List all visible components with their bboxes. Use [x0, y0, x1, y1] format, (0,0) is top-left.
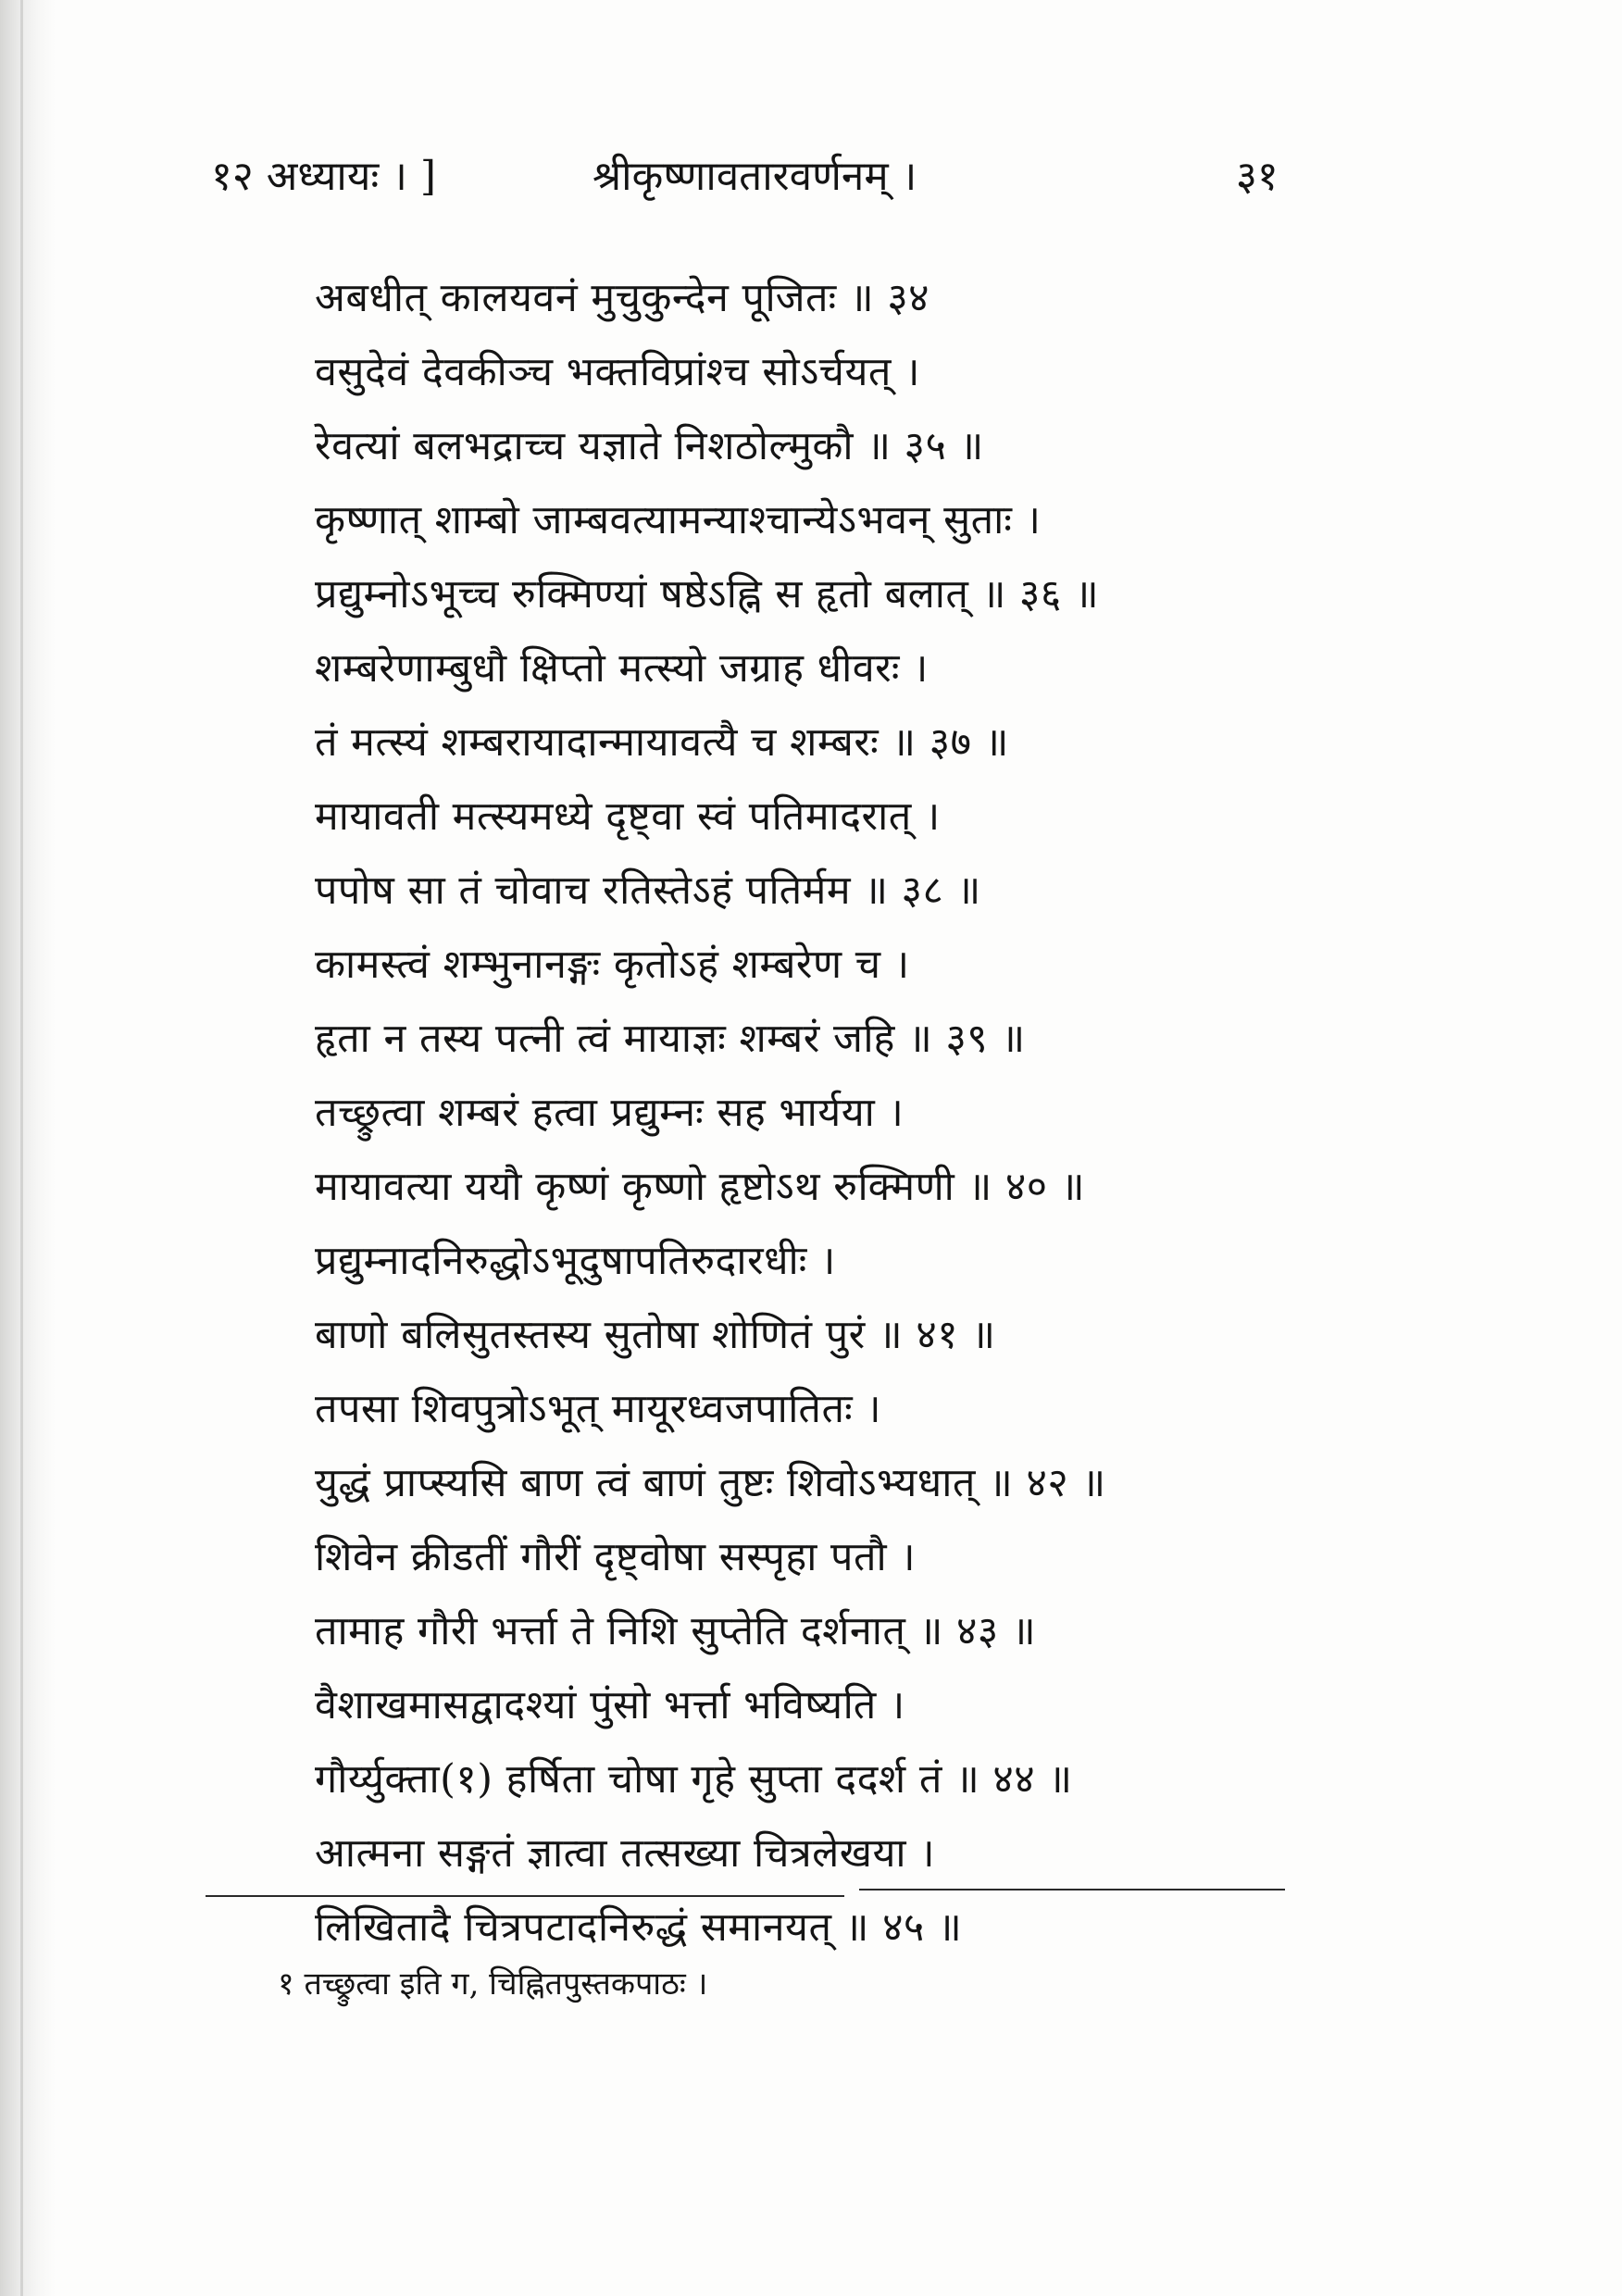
- verse-line: कामस्त्वं शम्भुनानङ्गः कृतोऽहं शम्बरेण च ।: [315, 942, 910, 988]
- verse-line: तपसा शिवपुत्रोऽभूत् मायूरध्वजपातितः ।: [315, 1386, 882, 1432]
- scan-binding-line: [20, 0, 23, 2296]
- verse-line: लिखितादै चित्रपटादनिरुद्धं समानयत् ॥ ४५ ॥: [315, 1904, 963, 1951]
- verse-line: मायावती मत्स्यमध्ये दृष्ट्वा स्वं पतिमादरात् ।: [315, 793, 941, 840]
- verse-block: [315, 261, 1379, 1965]
- verse-line: प्रद्युम्नादनिरुद्धोऽभूदुषापतिरुदारधीः ।: [315, 1238, 836, 1284]
- verse-line: अबधीत् कालयवनं मुचुकुन्देन पूजितः ॥ ३४: [315, 275, 930, 321]
- verse-line: रेवत्यां बलभद्राच्च यज्ञाते निशठोल्मुकौ ॥ ३५ ॥: [315, 423, 984, 469]
- verse-line: बाणो बलिसुतस्तस्य सुतोषा शोणितं पुरं ॥ ४१ ॥: [315, 1312, 996, 1358]
- verse-line: प्रद्युम्नोऽभूच्च रुक्मिण्यां षष्ठेऽह्नि स हृतो बलात् ॥ ३६ ॥: [315, 571, 1100, 618]
- footnote: १ तच्छ्रुत्वा इति ग, चिह्नितपुस्तकपाठः ।: [278, 1965, 708, 2003]
- verse-line: हृता न तस्य पत्नी त्वं मायाज्ञः शम्बरं जहि ॥ ३९ ॥: [315, 1016, 1026, 1062]
- page-number: ३१: [1236, 153, 1279, 200]
- footnote-divider: [859, 1889, 1285, 1890]
- verse-line: कृष्णात् शाम्बो जाम्बवत्यामन्याश्चान्येऽभवन् सुताः ।: [315, 497, 1042, 543]
- verse-line: पपोष सा तं चोवाच रतिस्तेऽहं पतिर्मम ॥ ३८ ॥: [315, 867, 981, 914]
- chapter-label: १२ अध्यायः । ]: [211, 153, 437, 200]
- verse-line: युद्धं प्राप्स्यसि बाण त्वं बाणं तुष्टः शिवोऽभ्यधात् ॥ ४२ ॥: [315, 1460, 1106, 1506]
- verse-line: गौर्य्युक्ता(१) हर्षिता चोषा गृहे सुप्ता ददर्श तं ॥ ४४ ॥: [315, 1756, 1073, 1803]
- verse-line: तच्छ्रुत्वा शम्बरं हत्वा प्रद्युम्नः सह भार्यया ।: [315, 1090, 905, 1136]
- verse-line: वैशाखमासद्वादश्यां पुंसो भर्त्ता भविष्यति ।: [315, 1682, 905, 1728]
- verse-line: मायावत्या ययौ कृष्णं कृष्णो हृष्टोऽथ रुक्मिणी ॥ ४० ॥: [315, 1164, 1086, 1210]
- scan-shadow-edge: [0, 0, 56, 2296]
- verse-line: आत्मना सङ्गतं ज्ञात्वा तत्सख्या चित्रलेखया ।: [315, 1830, 936, 1877]
- running-header: [0, 146, 1622, 211]
- page-title: श्रीकृष्णावतारवर्णनम् ।: [593, 153, 917, 200]
- footnote-divider: [206, 1895, 844, 1897]
- verse-line: वसुदेवं देवकीञ्च भक्तविप्रांश्च सोऽर्चयत् ।: [315, 349, 920, 395]
- verse-line: शिवेन क्रीडतीं गौरीं दृष्ट्वोषा सस्पृहा पतौ ।: [315, 1534, 917, 1580]
- verse-line: तं मत्स्यं शम्बरायादान्मायावत्यै च शम्बरः ॥ ३७ ॥: [315, 719, 1009, 766]
- verse-line: तामाह गौरी भर्त्ता ते निशि सुप्तेति दर्शनात् ॥ ४३ ॥: [315, 1608, 1037, 1654]
- verse-line: शम्बरेणाम्बुधौ क्षिप्तो मत्स्यो जग्राह धीवरः ।: [315, 645, 929, 692]
